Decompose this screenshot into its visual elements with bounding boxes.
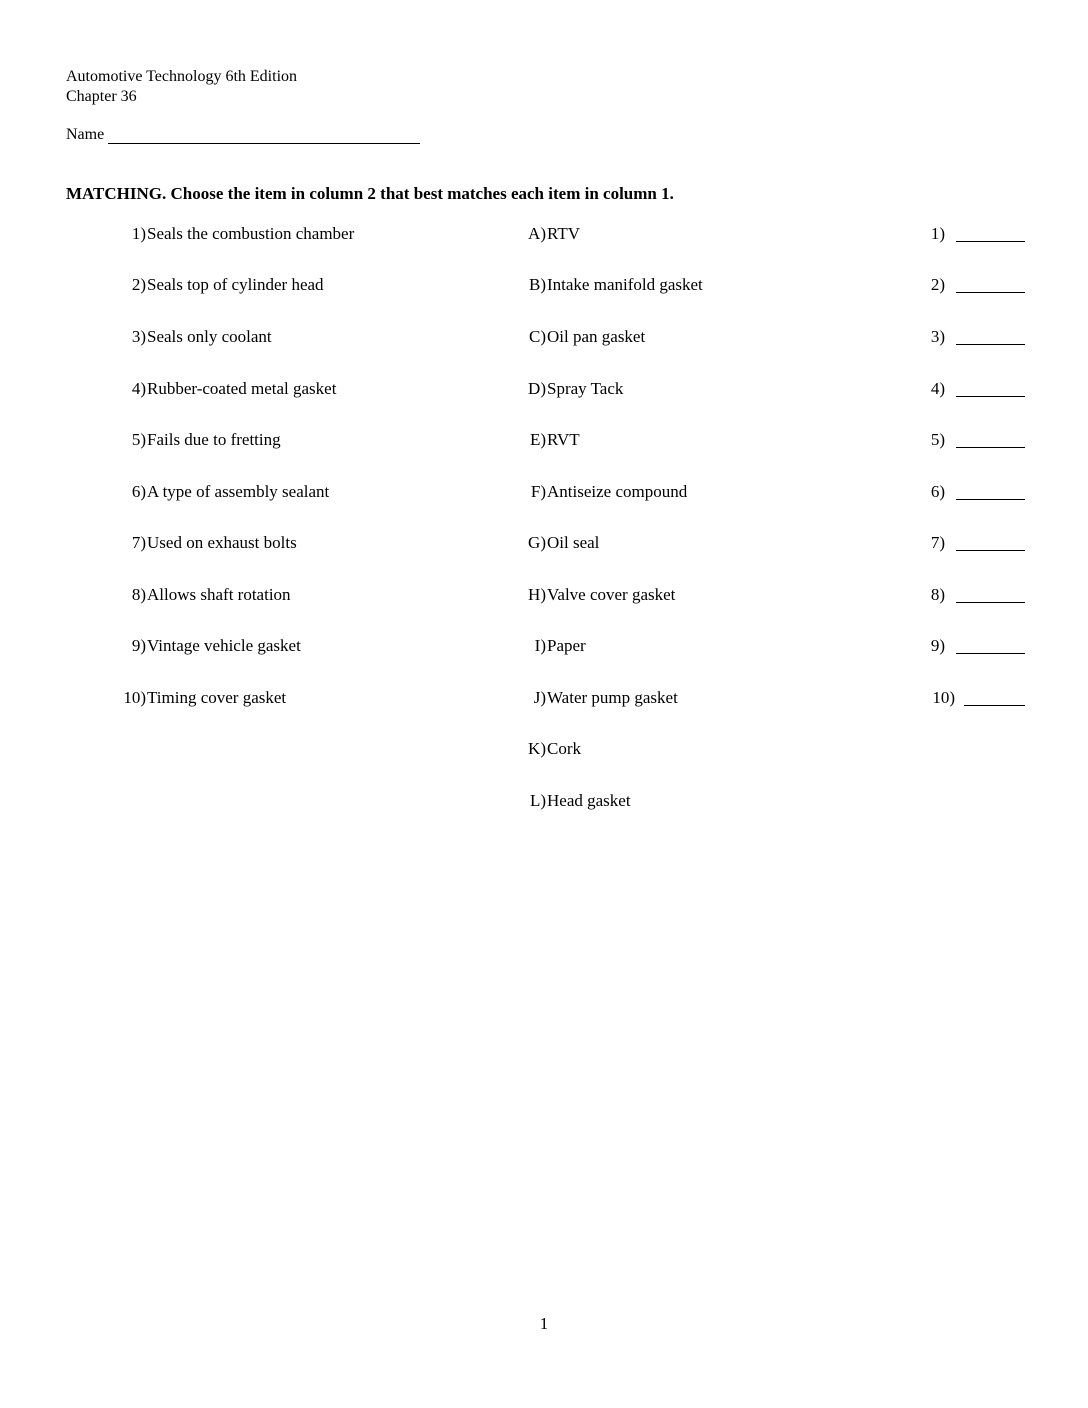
answer-number: 6) — [930, 482, 945, 501]
prompt-number: 8) — [131, 585, 146, 604]
prompt-number: 5) — [131, 430, 146, 449]
prompt-number: 4) — [131, 379, 146, 398]
answer-number: 9) — [930, 636, 945, 655]
option-text: Oil pan gasket — [547, 327, 646, 346]
answer-number: 4) — [930, 379, 945, 398]
answer-blank[interactable] — [956, 653, 1025, 654]
name-label: Name — [66, 126, 105, 143]
answer-blank[interactable] — [956, 344, 1025, 345]
prompt-text: A type of assembly sealant — [147, 482, 330, 501]
option-letter: L) — [529, 791, 546, 810]
matching-row — [0, 481, 1088, 505]
option-text: Water pump gasket — [547, 688, 678, 707]
book-title: Automotive Technology 6th Edition — [66, 68, 298, 85]
prompt-text: Fails due to fretting — [147, 430, 281, 449]
prompt-number: 10) — [123, 688, 146, 707]
matching-row — [0, 532, 1088, 556]
page-number: 1 — [539, 1314, 549, 1333]
matching-row — [0, 326, 1088, 350]
option-text: Intake manifold gasket — [547, 275, 703, 294]
option-text: Paper — [547, 636, 586, 655]
option-letter: C) — [529, 327, 546, 346]
option-text: RTV — [547, 224, 580, 243]
matching-row — [0, 274, 1088, 298]
matching-row — [0, 635, 1088, 659]
option-text: RVT — [547, 430, 580, 449]
matching-row — [0, 584, 1088, 608]
option-text: Cork — [547, 739, 581, 758]
option-letter: H) — [528, 585, 546, 604]
prompt-text: Seals top of cylinder head — [147, 275, 324, 294]
prompt-text: Vintage vehicle gasket — [147, 636, 301, 655]
option-text: Head gasket — [547, 791, 631, 810]
option-letter: G) — [528, 533, 546, 552]
option-text: Oil seal — [547, 533, 600, 552]
option-letter: F) — [530, 482, 546, 501]
matching-row — [0, 378, 1088, 402]
option-letter: I) — [534, 636, 546, 655]
prompt-number: 1) — [131, 224, 146, 243]
matching-row — [0, 223, 1088, 247]
answer-number: 10) — [932, 688, 955, 707]
prompt-text: Seals the combustion chamber — [147, 224, 355, 243]
option-letter: B) — [529, 275, 546, 294]
option-letter: A) — [528, 224, 546, 243]
prompt-number: 6) — [131, 482, 146, 501]
prompt-text: Allows shaft rotation — [147, 585, 291, 604]
option-letter: J) — [533, 688, 546, 707]
matching-row — [0, 738, 1088, 762]
answer-number: 1) — [930, 224, 945, 243]
option-text: Spray Tack — [547, 379, 624, 398]
answer-number: 3) — [930, 327, 945, 346]
instructions: MATCHING. Choose the item in column 2 that best matches each item in column 1. — [66, 184, 674, 203]
answer-number: 8) — [930, 585, 945, 604]
option-letter: D) — [528, 379, 546, 398]
answer-blank[interactable] — [956, 550, 1025, 551]
chapter-label: Chapter 36 — [66, 88, 137, 105]
answer-blank[interactable] — [956, 447, 1025, 448]
prompt-text: Seals only coolant — [147, 327, 272, 346]
prompt-number: 2) — [131, 275, 146, 294]
answer-blank[interactable] — [956, 602, 1025, 603]
answer-blank[interactable] — [956, 396, 1025, 397]
matching-row — [0, 429, 1088, 453]
answer-blank[interactable] — [956, 499, 1025, 500]
option-letter: K) — [528, 739, 546, 758]
prompt-number: 7) — [131, 533, 146, 552]
answer-number: 5) — [930, 430, 945, 449]
answer-blank[interactable] — [964, 705, 1025, 706]
matching-row — [0, 790, 1088, 814]
option-text: Valve cover gasket — [547, 585, 676, 604]
option-text: Antiseize compound — [547, 482, 688, 501]
prompt-number: 3) — [131, 327, 146, 346]
answer-blank[interactable] — [956, 241, 1025, 242]
answer-blank[interactable] — [956, 292, 1025, 293]
answer-number: 2) — [930, 275, 945, 294]
option-letter: E) — [529, 430, 546, 449]
matching-row — [0, 687, 1088, 711]
name-field[interactable] — [108, 143, 420, 144]
prompt-text: Rubber-coated metal gasket — [147, 379, 337, 398]
prompt-text: Used on exhaust bolts — [147, 533, 297, 552]
answer-number: 7) — [930, 533, 945, 552]
prompt-number: 9) — [131, 636, 146, 655]
prompt-text: Timing cover gasket — [147, 688, 287, 707]
